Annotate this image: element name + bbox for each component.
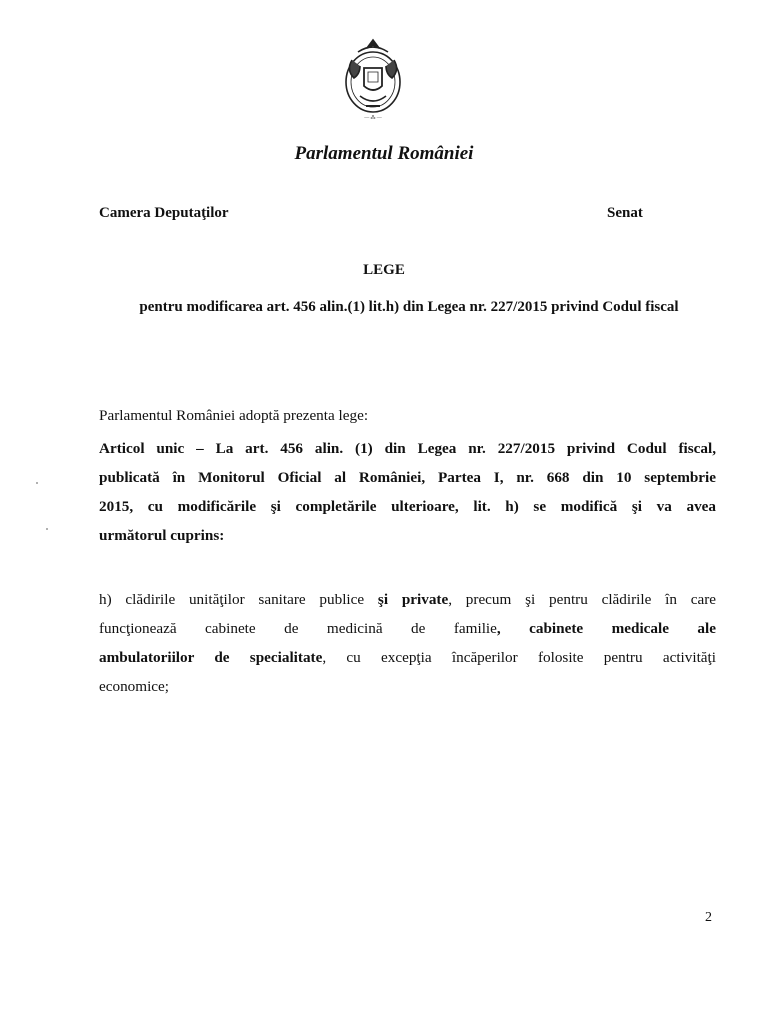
document-title: Parlamentul României	[294, 143, 474, 164]
amendment-line	[99, 591, 716, 609]
amendment-text-bold: ambulatoriilor de specialitate	[99, 649, 323, 666]
senate-label: Senat	[607, 205, 643, 221]
amendment-line	[99, 649, 716, 667]
amendment-text-bold: şi private	[377, 591, 449, 608]
romanian-parliament-crest-icon	[338, 30, 408, 122]
chamber-deputies-label: Camera Deputaţilor	[99, 205, 229, 221]
amendment-text: , cu excepţia încăperilor folosite pentru activităţi	[322, 649, 716, 666]
amendment-text: , precum şi pentru clădirile în care	[448, 591, 716, 608]
amendment-text: funcţionează cabinete de medicină de familie	[99, 620, 497, 637]
article-line: Articol unic – La art. 456 alin. (1) din Legea nr. 227/2015 privind Codul fiscal,	[99, 440, 716, 457]
amendment-text-bold: , cabinete medicale ale	[496, 620, 716, 637]
page-number: 2	[705, 910, 712, 925]
law-subtitle: pentru modificarea art. 456 alin.(1) lit.h) din Legea nr. 227/2015 privind Codul fiscal	[139, 299, 679, 315]
scan-speck	[36, 482, 38, 484]
amendment-text: h) clădirile unităţilor sanitare publice	[99, 591, 378, 608]
article-line: 2015, cu modificările şi completările ulterioare, lit. h) se modifică şi va avea	[99, 498, 716, 515]
svg-text:— ⁂ —: — ⁂ —	[364, 116, 382, 121]
scan-speck	[46, 528, 48, 530]
intro-text: Parlamentul României adoptă prezenta lege:	[99, 407, 369, 424]
amendment-line	[99, 620, 716, 638]
amendment-line: economice;	[99, 678, 169, 695]
article-line: publicată în Monitorul Oficial al României, Partea I, nr. 668 din 10 septembrie	[99, 469, 716, 486]
article-line: următorul cuprins:	[99, 527, 225, 544]
law-heading: LEGE	[363, 262, 405, 278]
